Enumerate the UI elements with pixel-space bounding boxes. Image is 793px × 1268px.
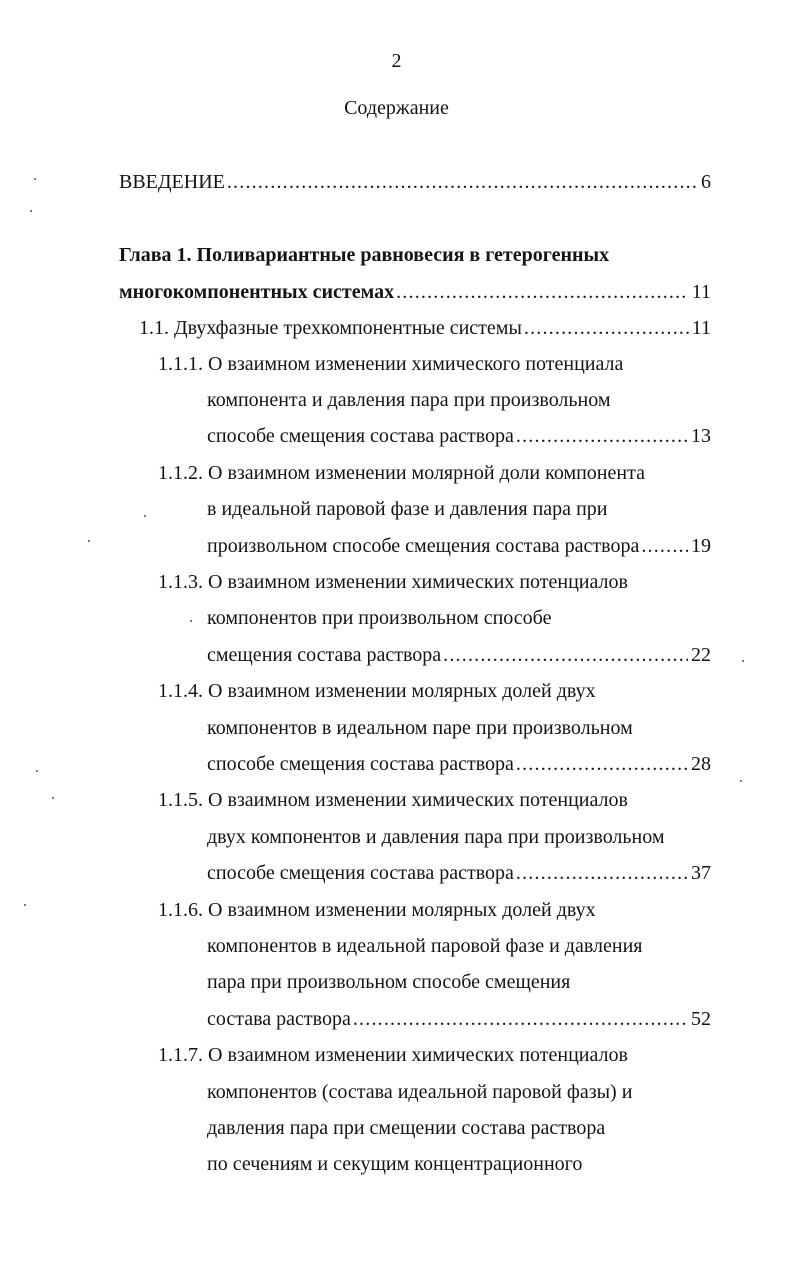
toc-entry-page: 11 [691, 281, 711, 303]
toc-entry-1-1-6-line4[interactable] [207, 1004, 711, 1034]
leader-dots [443, 640, 688, 670]
scan-speck [144, 515, 146, 517]
toc-entry-1-1-7-line2[interactable]: компонентов (состава идеальной паровой фазы) и [207, 1081, 633, 1103]
toc-entry-text: О взаимном изменении химического потенциала [208, 353, 624, 375]
toc-entry-1-1-5-line1[interactable] [158, 785, 628, 815]
leader-dots [516, 858, 688, 888]
toc-entry-page: 28 [691, 753, 711, 775]
toc-entry-text: О взаимном изменении молярных долей двух [208, 899, 596, 921]
toc-entry-1-1-6-line1[interactable] [158, 895, 596, 925]
scan-speck [190, 620, 192, 622]
leader-dots [227, 167, 698, 197]
toc-entry-1-1-2-line1[interactable] [158, 458, 645, 488]
toc-entry-number: 1.1.7. [158, 1044, 203, 1066]
toc-entry-1-1-2-line3[interactable] [207, 531, 711, 561]
toc-entry-label: ВВЕДЕНИЕ [119, 171, 225, 193]
toc-entry-text: О взаимном изменении молярных долей двух [208, 680, 596, 702]
toc-entry-text: состава раствора [207, 1008, 351, 1030]
toc-entry-label: многокомпонентных системах [119, 281, 395, 303]
toc-entry-number: 1.1.3. [158, 571, 203, 593]
toc-entry-1-1-1-line2[interactable]: компонента и давления пара при произвольном [207, 389, 611, 411]
leader-dots [353, 1004, 688, 1034]
toc-entry-1-1-7-line1[interactable] [158, 1040, 628, 1070]
toc-entry-1-1-3-line3[interactable] [207, 640, 711, 670]
leader-dots [524, 313, 689, 343]
toc-entry-page: 11 [691, 317, 711, 339]
toc-entry-1-1-3-line2[interactable]: компонентов при произвольном способе [207, 607, 552, 629]
toc-entry-1-1-5-line3[interactable] [207, 858, 711, 888]
scan-speck [34, 178, 36, 180]
toc-entry-text: О взаимном изменении химических потенциалов [208, 1044, 628, 1066]
scan-speck [52, 797, 54, 799]
scan-speck [24, 904, 26, 906]
page-number: 2 [391, 50, 402, 72]
toc-entry-1-1-6-line2[interactable]: компонентов в идеальной паровой фазе и давления [207, 935, 643, 957]
toc-entry-page: 13 [691, 425, 711, 447]
scan-speck [30, 210, 32, 212]
toc-entry-1-1-1-line3[interactable] [207, 421, 711, 451]
toc-entry-text: способе смещения состава раствора [207, 425, 514, 447]
scan-speck [740, 780, 742, 782]
toc-entry-text: способе смещения состава раствора [207, 753, 514, 775]
toc-entry-text: смещения состава раствора [207, 644, 442, 666]
toc-entry-label: 1.1. Двухфазные трехкомпонентные системы [139, 317, 522, 339]
toc-title: Содержание [344, 97, 449, 119]
toc-entry-1-1-3-line1[interactable] [158, 567, 628, 597]
toc-entry-1-1-2-line2[interactable]: в идеальной паровой фазе и давления пара при [207, 498, 608, 520]
toc-entry-page: 37 [691, 862, 711, 884]
toc-entry-page: 52 [691, 1008, 711, 1030]
toc-entry-text: произвольном способе смещения состава раствора [207, 535, 640, 557]
leader-dots [516, 421, 688, 451]
toc-entry-1-1-6-line3[interactable]: пара при произвольном способе смещения [207, 971, 571, 993]
toc-entry-number: 1.1.1. [158, 353, 203, 375]
scan-speck [36, 770, 38, 772]
toc-entry-section-1-1[interactable] [139, 313, 711, 343]
toc-entry-1-1-4-line2[interactable]: компонентов в идеальном паре при произвольном [207, 717, 633, 739]
toc-entry-page: 6 [701, 171, 711, 193]
toc-entry-1-1-4-line3[interactable] [207, 749, 711, 779]
scan-speck [742, 660, 744, 662]
toc-entry-1-1-7-line3[interactable]: давления пара при смещении состава раствора [207, 1117, 606, 1139]
toc-entry-chapter-1[interactable] [119, 277, 711, 307]
toc-entry-text: О взаимном изменении химических потенциалов [208, 571, 628, 593]
toc-entry-1-1-5-line2[interactable]: двух компонентов и давления пара при произвольном [207, 826, 665, 848]
leader-dots [396, 277, 689, 307]
toc-chapter-1-title-line1[interactable]: Глава 1. Поливариантные равновесия в гетерогенных [119, 244, 610, 266]
toc-entry-introduction[interactable] [119, 167, 711, 197]
scan-speck [88, 540, 90, 542]
toc-entry-text: О взаимном изменении химических потенциалов [208, 789, 628, 811]
toc-entry-1-1-4-line1[interactable] [158, 676, 596, 706]
toc-entry-page: 19 [691, 535, 711, 557]
leader-dots [641, 531, 688, 561]
leader-dots [516, 749, 688, 779]
toc-entry-text: способе смещения состава раствора [207, 862, 514, 884]
toc-entry-number: 1.1.4. [158, 680, 203, 702]
toc-entry-number: 1.1.2. [158, 462, 203, 484]
toc-entry-text: О взаимном изменении молярной доли компонента [208, 462, 645, 484]
toc-entry-number: 1.1.6. [158, 899, 203, 921]
toc-entry-1-1-7-line4[interactable]: по сечениям и секущим концентрационного [207, 1153, 583, 1175]
toc-entry-number: 1.1.5. [158, 789, 203, 811]
toc-entry-page: 22 [691, 644, 711, 666]
toc-entry-1-1-1-line1[interactable] [158, 349, 623, 379]
